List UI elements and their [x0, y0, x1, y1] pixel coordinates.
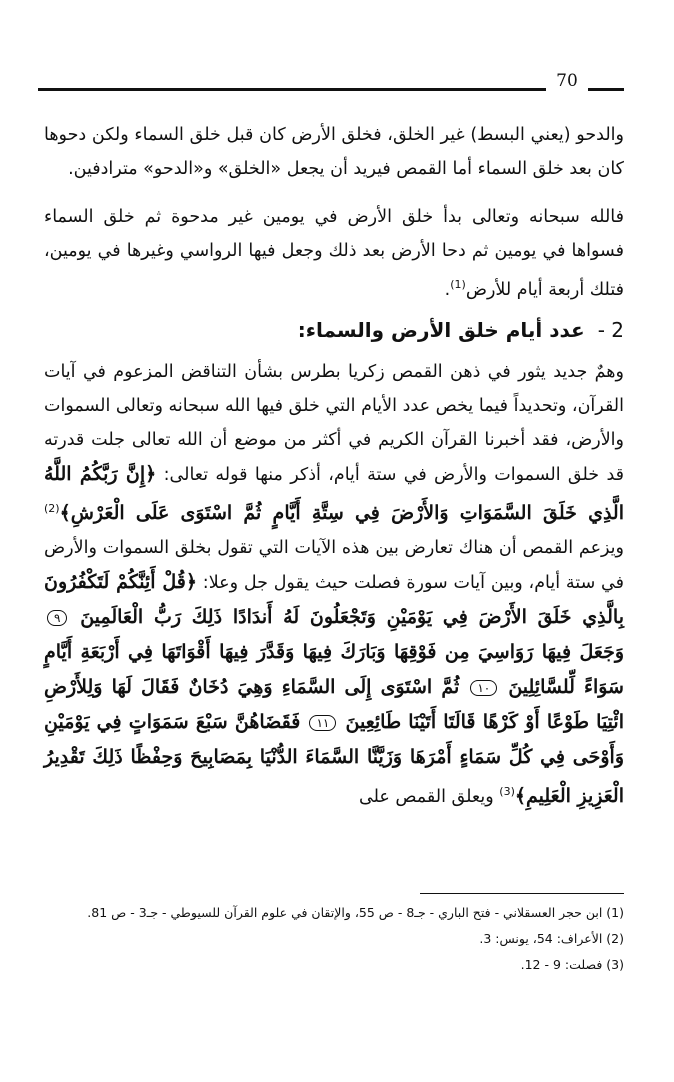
footnotes: [44, 900, 624, 978]
header-dash: [588, 88, 624, 91]
quran-verse-fussilat-9: ﴿قُلْ أَئِنَّكُمْ لَتَكْفُرُونَ بِالَّذِي خَلَقَ الأَرْضَ فِي يَوْمَيْنِ وَتَجْعَلُونَ لَهُ أَندَادًا ذَلِكَ رَبُّ الْعَالَمِينَ: [44, 570, 624, 628]
page-number: 70: [556, 71, 578, 91]
header-rule: [38, 88, 546, 91]
ayah-number-marker: ١٠: [470, 680, 497, 696]
paragraph-2-text: فالله سبحانه وتعالى بدأ خلق الأرض في يومين غير مدحوة ثم خلق السماء فسواها في يومين ثم دحا الأرض بعد ذلك وجعل فيها الرواسي وغيرها في يومين، فتلك أربعة أيام للأرض: [44, 207, 624, 300]
section-title: عدد أيام خلق الأرض والسماء:: [297, 317, 585, 342]
quran-verse-araf: ﴿إِنَّ رَبَّكُمُ اللَّهُ الَّذِي خَلَقَ السَّمَوَاتِ وَالأَرْضَ فِي سِتَّةِ أَيَّامٍ ثُمَّ اسْتَوَى عَلَى الْعَرْشِ﴾: [44, 462, 624, 524]
ayah-number-marker: ٩: [47, 610, 67, 626]
quran-verse-fussilat-10: وَجَعَلَ فِيهَا رَوَاسِيَ مِن فَوْقِهَا وَبَارَكَ فِيهَا وَقَدَّرَ فِيهَا أَقْوَاتَهَا فِي أَرْبَعَةِ أَيَّامٍ سَوَاءً لِّلسَّائِلِينَ: [44, 640, 624, 698]
ayah-number-marker: ١١: [309, 715, 336, 731]
paragraph-3-intro: وهمٌ جديد يثور في ذهن القمص زكريا بطرس بشأن التناقض المزعوم في آيات القرآن، وتحديداً فيما يخص عدد الأيام التي خلق فيها الله سبحانه وتعالى السموات والأرض، فقد أخبرنا القرآن الكريم في أكثر من موضع أن الله تعالى جلت قدرته قد خلق السموات والأرض في ستة أيام، أذكر منها قوله تعالى:: [44, 361, 624, 485]
quran-verse-fussilat-12: فَقَضَاهُنَّ سَبْعَ سَمَوَاتٍ فِي يَوْمَيْنِ وَأَوْحَى فِي كُلِّ سَمَاءٍ أَمْرَهَا وَزَيَّنَّا السَّمَاءَ الدُّنْيَا بِمَصَابِيحَ وَحِفْظًا ذَلِكَ تَقْدِيرُ الْعَزِيزِ الْعَلِيمِ﴾: [44, 710, 624, 807]
page-body: [44, 118, 624, 813]
footnote-ref-3[interactable]: (3): [499, 784, 515, 798]
footnote-3: (3) فصلت: 9 - 12.: [520, 957, 624, 972]
section-number: 2 -: [597, 317, 624, 342]
paragraph-3-outro: ويعلق القمص على: [358, 786, 494, 807]
footnote-rule: [420, 893, 624, 894]
paragraph-3: [44, 355, 624, 814]
footnote-ref-1[interactable]: (1): [450, 278, 466, 291]
paragraph-2: فالله سبحانه وتعالى بدأ خلق الأرض في يومين غير مدحوة ثم خلق السماء فسواها في يومين ثم دحا الأرض بعد ذلك وجعل فيها الرواسي وغيرها في يومين، فتلك أربعة أيام للأرض$^{(1)}$.: [44, 207, 624, 300]
section-heading: [44, 313, 624, 347]
paragraph-3-middle: ويزعم القمص أن هناك تعارض بين هذه الآيات التي تقول بخلق السموات والأرض في ستة أيام، وبين آيات سورة فصلت حيث يقول جل وعلا:: [44, 537, 624, 593]
paragraph-1-text: والدحو (يعني البسط) غير الخلق، فخلق الأرض كان قبل خلق السماء ولكن دحوها كان بعد خلق السماء أما القمص فيريد أن يجعل «الخلق» و«الدحو» مترادفين.: [44, 125, 624, 179]
footnote-ref-2[interactable]: (2): [44, 501, 60, 515]
quran-verse-fussilat-11: ثُمَّ اسْتَوَى إِلَى السَّمَاءِ وَهِيَ دُخَانٌ فَقَالَ لَهَا وَلِلأَرْضِ ائْتِيَا طَوْعًا أَوْ كَرْهًا قَالَتَا أَتَيْنَا طَائِعِينَ: [44, 675, 624, 733]
footnote-2: (2) الأعراف: 54، يونس: 3.: [479, 931, 624, 946]
paragraph-1: [44, 118, 624, 186]
footnote-1: (1) ابن حجر العسقلاني - فتح الباري - جـ8 - ص 55، والإتقان في علوم القرآن للسيوطي - جـ3 - ص 81.: [87, 905, 624, 920]
